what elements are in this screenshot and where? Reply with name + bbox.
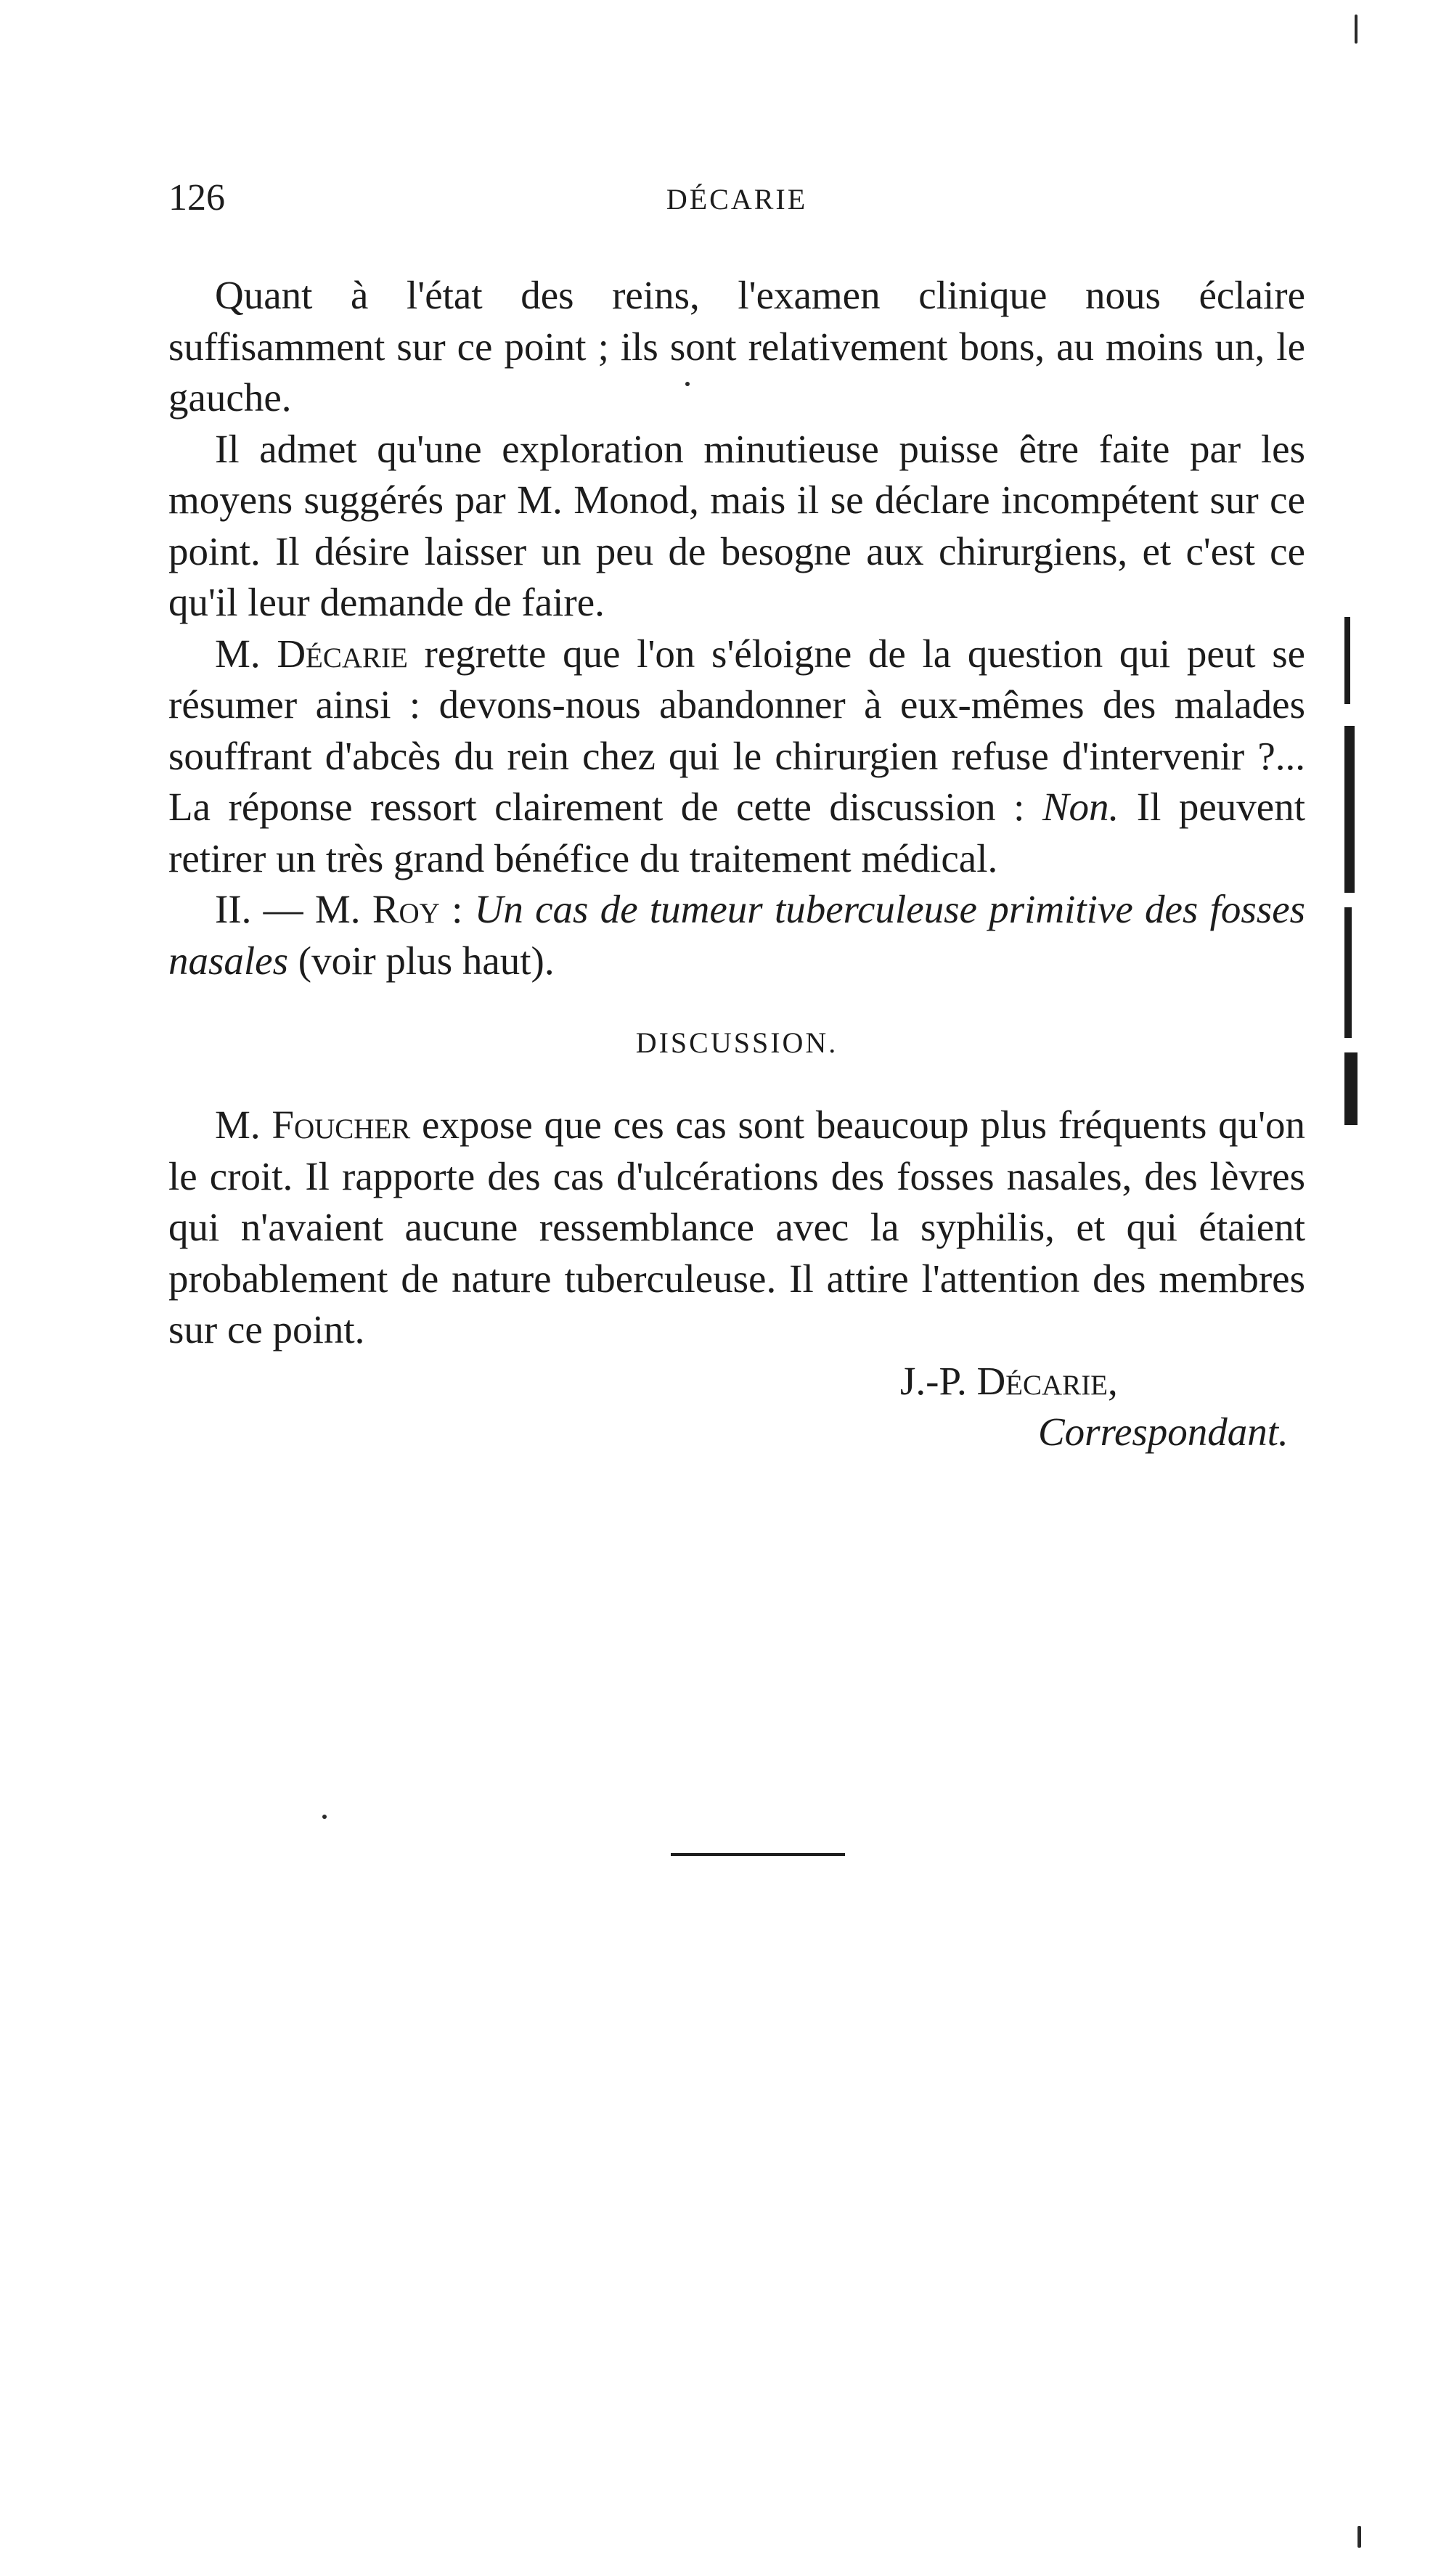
separator: :	[439, 887, 475, 931]
section-heading-discussion: DISCUSSION.	[635, 1026, 838, 1059]
page-edge-bleed	[1344, 602, 1362, 1125]
paragraph-text: expose que ces cas sont beaucoup plus fréquents qu'on le croit. Il rapporte des cas d'ulcérations des fosses nasales, des lèvres qui n'avaient aucune ressemblance avec la syphilis, et qui étaient probablement de nature tuberculeuse. Il attire l'attention des membres sur ce point.	[168, 1103, 1305, 1352]
page-number: 126	[168, 177, 225, 218]
item-prefix: II. — M.	[215, 887, 372, 931]
signature-name: J.-P. Décarie,	[900, 1358, 1118, 1403]
body-text	[168, 270, 1305, 1458]
speaker-prefix: M.	[215, 631, 277, 676]
paragraph-kidney-state: Quant à l'état des reins, l'examen clinique nous éclaire suffisamment sur ce point ; ils sont relativement bons, au moins un, le gauche.	[168, 273, 1305, 420]
paragraph-text: Il peuvent retirer un très grand bénéfice du traitement médical.	[168, 785, 1305, 880]
end-rule	[671, 1853, 845, 1856]
paragraph-text: regrette que l'on s'éloigne de la question qui peut se résumer ainsi : devons-nous abandonner à eux-mêmes des malades souffrant d'abcès du rein chez qui le chirurgien refuse d'intervenir ?... La réponse ressort clairement de cette discussion :	[168, 631, 1306, 829]
speaker-name: Décarie	[277, 631, 408, 676]
ink-speck	[685, 382, 690, 386]
ink-speck	[322, 1815, 327, 1819]
paragraph-decarie-remark	[168, 629, 1305, 885]
speaker-prefix: M.	[215, 1103, 272, 1147]
ink-speck	[1358, 2526, 1361, 2548]
paragraph-roy-case	[168, 884, 1305, 986]
ink-speck	[1355, 15, 1358, 44]
speaker-name: Roy	[372, 887, 440, 931]
signature-block	[168, 1356, 1305, 1458]
speaker-name: Foucher	[272, 1103, 411, 1147]
paragraph-text: (voir plus haut).	[288, 938, 555, 983]
running-head: DÉCARIE	[666, 183, 808, 216]
paragraph-exploration: Il admet qu'une exploration minutieuse puisse être faite par les moyens suggérés par M. Monod, mais il se déclare incompétent sur ce point. Il désire laisser un peu de besogne aux chirurgiens, et c'est ce qu'il leur demande de faire.	[168, 426, 1305, 624]
paragraph-foucher	[168, 1100, 1305, 1356]
case-title: Un cas de tumeur tuberculeuse primitive des fosses nasales	[168, 887, 1306, 983]
answer-emphasis: Non.	[1042, 785, 1119, 829]
page-header	[168, 173, 1305, 224]
signature-title: Correspondant.	[1038, 1410, 1289, 1454]
